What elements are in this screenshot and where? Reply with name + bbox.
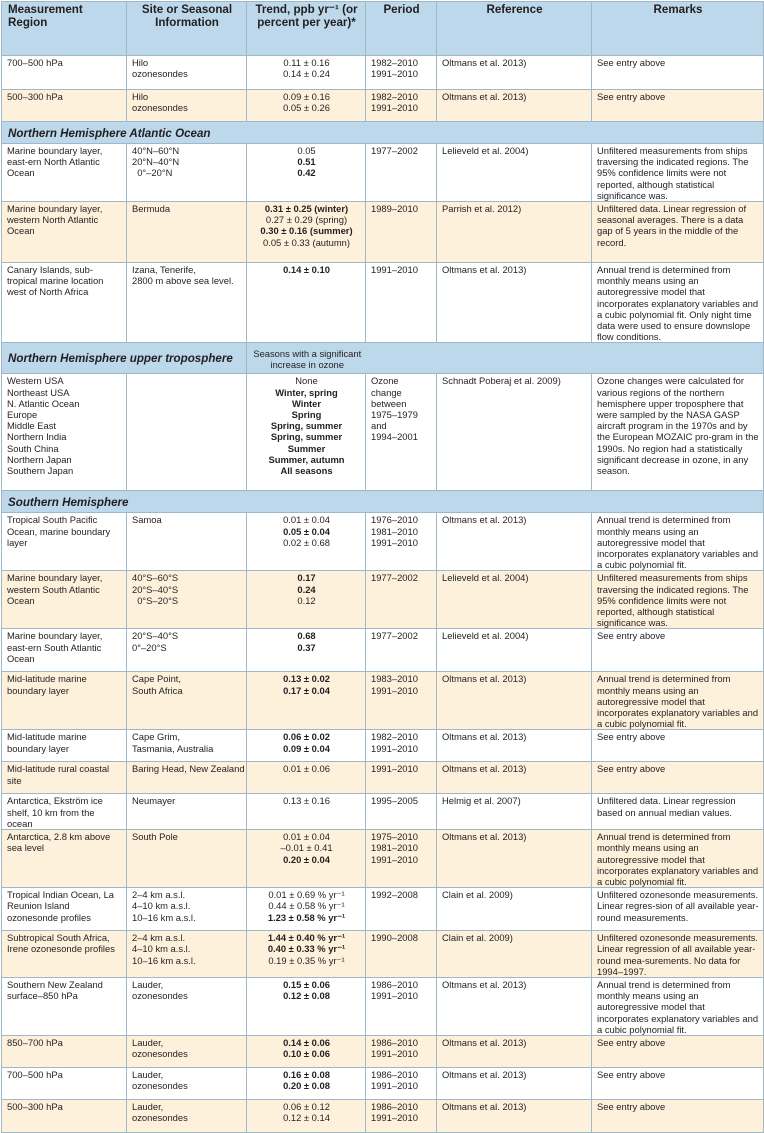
trend-value: Spring, summer (270, 420, 343, 432)
trend-value: 0.20 ± 0.08 (283, 1080, 330, 1092)
period-line: 1986–2010 (371, 1036, 418, 1048)
period-line: between (371, 397, 407, 409)
cell-trend (247, 931, 366, 978)
section-header-row (2, 491, 764, 513)
site-line: ozonesondes (132, 1112, 188, 1124)
trend-value: 0.01 ± 0.06 (283, 763, 330, 775)
cell-remarks: Unfiltered data. Linear regression of seasonal averages. There is a data gap of 5 years in the middle of the record. (592, 202, 764, 263)
site-line: 20°S–40°S (132, 630, 179, 642)
trend-value: 0.02 ± 0.68 (283, 536, 330, 548)
cell-period (366, 830, 437, 888)
cell-remarks: See entry above (592, 1067, 764, 1099)
site-line: 40°N–60°N (132, 145, 180, 156)
period-line: 1991–2010 (371, 102, 418, 114)
site-line: Lauder, (132, 978, 164, 990)
site-line: 4–10 km a.s.l. (132, 943, 191, 955)
cell-region: Tropical Indian Ocean, La Reunion Island ozonesonde profiles (2, 888, 127, 931)
period-line: 1981–2010 (371, 842, 418, 854)
cell-period (366, 571, 437, 629)
table-row (2, 931, 764, 978)
cell-remarks: See entry above (592, 1099, 764, 1132)
trend-value: 0.09 ± 0.04 (283, 742, 330, 754)
cell-remarks: See entry above (592, 762, 764, 794)
site-line: 0°–20°N (132, 167, 173, 179)
period-line: 1986–2010 (371, 1068, 418, 1080)
trend-value: 0.05 (297, 145, 316, 156)
site-line: Hilo (132, 57, 149, 68)
period-line: 1991–2010 (371, 742, 418, 754)
trend-value: None (295, 375, 318, 387)
trend-value: Winter, spring (275, 386, 338, 398)
table-row (2, 202, 764, 263)
trend-value: 0.09 ± 0.16 (283, 91, 330, 102)
cell-region: Marine boundary layer, western South Atlantic Ocean (2, 571, 127, 629)
cell-period (366, 144, 437, 202)
period-line: 1975–1979 (371, 409, 418, 421)
cell-region (2, 374, 127, 491)
site-line: 10–16 km a.s.l. (132, 911, 196, 923)
period-line: 1991–2010 (371, 68, 418, 80)
cell-reference: Oltmans et al. 2013) (437, 1099, 592, 1132)
cell-trend (247, 144, 366, 202)
site-line: 4–10 km a.s.l. (132, 900, 191, 912)
cell-region: Canary Islands, sub-tropical marine location west of North Africa (2, 263, 127, 343)
section-title: Northern Hemisphere upper troposphere (2, 343, 247, 374)
period-line: 1992–2008 (371, 889, 418, 901)
cell-period (366, 931, 437, 978)
cell-reference: Oltmans et al. 2013) (437, 1035, 592, 1067)
period-line: 1976–2010 (371, 514, 418, 526)
period-line: change (371, 386, 402, 398)
cell-reference: Oltmans et al. 2013) (437, 830, 592, 888)
period-line: 1991–2010 (371, 1048, 418, 1060)
period-line: 1977–2002 (371, 145, 418, 156)
cell-reference: Oltmans et al. 2013) (437, 1067, 592, 1099)
region-line: South China (7, 442, 59, 454)
trend-value: 0.05 ± 0.04 (283, 525, 330, 537)
cell-site (127, 830, 247, 888)
cell-trend (247, 629, 366, 672)
region-line: N. Atlantic Ocean (7, 397, 80, 409)
cell-region: 700–500 hPa (2, 56, 127, 90)
site-line: Izana, Tenerife, (132, 264, 196, 276)
period-line: and (371, 420, 387, 432)
cell-trend (247, 977, 366, 1035)
table-row (2, 374, 764, 491)
site-line: ozonesondes (132, 1080, 188, 1092)
cell-period (366, 513, 437, 571)
period-line: Ozone (371, 375, 399, 387)
region-line: Europe (7, 409, 38, 421)
cell-site (127, 1099, 247, 1132)
site-line: Cape Point, (132, 673, 181, 685)
trend-value: 0.01 ± 0.69 % yr⁻¹ (268, 889, 345, 901)
cell-site (127, 56, 247, 90)
cell-remarks: Annual trend is determined from monthly means using an autoregressive model that incorporates explanatory variables and a cubic polynomial fit. (592, 672, 764, 730)
cell-remarks: Annual trend is determined from monthly means using an autoregressive model that incorporates explanatory variables and a cubic polynomial fit. (592, 977, 764, 1035)
period-line: 1986–2010 (371, 978, 418, 990)
site-line: 20°S–40°S (132, 583, 179, 595)
trend-value: 0.31 ± 0.25 (winter) (264, 203, 349, 215)
site-line: ozonesondes (132, 1048, 188, 1060)
site-line: Baring Head, New Zealand (132, 763, 245, 775)
cell-period (366, 202, 437, 263)
cell-remarks: See entry above (592, 56, 764, 90)
period-line: 1975–2010 (371, 831, 418, 843)
trend-value: 0.24 (297, 583, 316, 595)
header-period: Period (366, 2, 437, 56)
cell-reference: Lelieveld et al. 2004) (437, 571, 592, 629)
trend-value: 1.23 ± 0.58 % yr⁻¹ (267, 911, 346, 923)
trend-value: 0.14 ± 0.10 (283, 264, 330, 276)
cell-site (127, 1067, 247, 1099)
cell-site (127, 374, 247, 491)
cell-site (127, 888, 247, 931)
site-line: 10–16 km a.s.l. (132, 954, 196, 966)
cell-reference: Oltmans et al. 2013) (437, 513, 592, 571)
cell-trend (247, 730, 366, 762)
site-line: Samoa (132, 514, 162, 526)
cell-reference: Oltmans et al. 2013) (437, 672, 592, 730)
site-line: 2–4 km a.s.l. (132, 932, 186, 944)
cell-trend (247, 794, 366, 830)
table-row (2, 1067, 764, 1099)
cell-region: Southern New Zealand surface–850 hPa (2, 977, 127, 1035)
cell-trend (247, 56, 366, 90)
cell-region: 500–300 hPa (2, 1099, 127, 1132)
cell-remarks: Unfiltered measurements from ships traversing the indicated regions. The 95% confidence limits were not reported, although statistical significance was. (592, 571, 764, 629)
section-subhead: Seasons with a significant increase in ozone (247, 343, 366, 374)
site-line: South Africa (132, 684, 183, 696)
header-reference: Reference (437, 2, 592, 56)
cell-site (127, 571, 247, 629)
cell-reference: Oltmans et al. 2013) (437, 56, 592, 90)
period-line: 1991–2010 (371, 1080, 418, 1092)
header-measurement-region: Measurement Region (2, 2, 127, 56)
table-row (2, 672, 764, 730)
cell-period (366, 730, 437, 762)
section-header-row (2, 343, 764, 374)
cell-reference: Oltmans et al. 2013) (437, 762, 592, 794)
cell-remarks: Unfiltered ozonesonde measurements. Linear regression of all available year-round mea-surements. No data for 1994–1997. (592, 931, 764, 978)
table-row (2, 90, 764, 122)
table-row (2, 144, 764, 202)
cell-period (366, 1067, 437, 1099)
period-line: 1983–2010 (371, 673, 418, 685)
period-line: 1991–2010 (371, 536, 418, 548)
cell-site (127, 672, 247, 730)
trend-value: 0.13 ± 0.16 (283, 795, 330, 807)
table-row (2, 977, 764, 1035)
trend-value: 1.44 ± 0.40 % yr⁻¹ (267, 932, 346, 944)
cell-region: Antarctica, 2.8 km above sea level (2, 830, 127, 888)
trend-value: 0.14 ± 0.06 (283, 1036, 330, 1048)
period-line: 1982–2010 (371, 91, 418, 102)
cell-region: Tropical South Pacific Ocean, marine boundary layer (2, 513, 127, 571)
section-filler (366, 343, 764, 374)
cell-remarks: Unfiltered ozonesonde measurements. Linear regres-sion of all available year-round measurements. (592, 888, 764, 931)
trend-value: 0.12 ± 0.08 (283, 990, 330, 1002)
cell-trend (247, 90, 366, 122)
table-row (2, 513, 764, 571)
site-line: Tasmania, Australia (132, 742, 214, 754)
trend-value: Winter (291, 397, 322, 409)
cell-remarks: See entry above (592, 730, 764, 762)
trend-value: 0.30 ± 0.16 (summer) (260, 225, 353, 237)
cell-remarks: See entry above (592, 90, 764, 122)
trend-value: 0.13 ± 0.02 (283, 673, 330, 685)
site-line: Lauder, (132, 1036, 164, 1048)
table-row (2, 1099, 764, 1132)
cell-period (366, 374, 437, 491)
trend-value: 0.01 ± 0.04 (283, 514, 330, 526)
trend-value: 0.15 ± 0.06 (283, 978, 330, 990)
cell-trend (247, 1035, 366, 1067)
cell-period (366, 56, 437, 90)
region-line: Northern India (7, 431, 67, 443)
section-header-row (2, 122, 764, 144)
cell-period (366, 672, 437, 730)
cell-trend (247, 374, 366, 491)
trend-value: 0.01 ± 0.04 (283, 831, 330, 843)
ozone-trend-table (1, 1, 764, 1133)
trend-value: 0.19 ± 0.35 % yr⁻¹ (268, 954, 345, 966)
cell-reference: Lelieveld et al. 2004) (437, 144, 592, 202)
cell-trend (247, 672, 366, 730)
cell-site (127, 513, 247, 571)
cell-trend (247, 888, 366, 931)
cell-period (366, 762, 437, 794)
cell-reference: Parrish et al. 2012) (437, 202, 592, 263)
period-line: 1990–2008 (371, 932, 418, 944)
header-remarks: Remarks (592, 2, 764, 56)
cell-trend (247, 762, 366, 794)
cell-reference: Oltmans et al. 2013) (437, 730, 592, 762)
cell-remarks: See entry above (592, 629, 764, 672)
cell-site (127, 977, 247, 1035)
trend-value: 0.68 (297, 630, 316, 642)
cell-site (127, 730, 247, 762)
cell-remarks: Unfiltered measurements from ships traversing the indicated regions. The 95% confidence limits were not reported, although statistical significance was. (592, 144, 764, 202)
cell-site (127, 202, 247, 263)
header-trend: Trend, ppb yr⁻¹ (or percent per year)* (247, 2, 366, 56)
period-line: 1995–2005 (371, 795, 418, 807)
cell-site (127, 931, 247, 978)
site-line: 0°–20°S (132, 641, 167, 653)
region-line: Northern Japan (7, 453, 72, 465)
cell-trend (247, 571, 366, 629)
trend-value: 0.12 ± 0.14 (283, 1112, 330, 1124)
site-line: 0°S–20°S (132, 594, 179, 606)
trend-value: 0.14 ± 0.24 (283, 68, 330, 80)
period-line: 1991–2010 (371, 853, 418, 865)
site-line: Bermuda (132, 203, 171, 215)
cell-remarks: See entry above (592, 1035, 764, 1067)
cell-period (366, 263, 437, 343)
trend-value: 0.12 (297, 594, 316, 606)
trend-value: Spring, summer (270, 431, 343, 443)
cell-region: Marine boundary layer, east-ern North Atlantic Ocean (2, 144, 127, 202)
cell-site (127, 90, 247, 122)
period-line: 1986–2010 (371, 1100, 418, 1112)
site-line: Lauder, (132, 1068, 164, 1080)
cell-remarks: Annual trend is determined from monthly means using an autoregressive model that incorporates explanatory variables and a cubic polynomial fit. (592, 513, 764, 571)
site-line: 2800 m above sea level. (132, 275, 234, 287)
region-line: Western USA (7, 375, 64, 387)
section-title: Northern Hemisphere Atlantic Ocean (2, 122, 764, 144)
cell-remarks: Annual trend is determined from monthly means using an autoregressive model that incorporates explanatory variables and a cubic polynomial fit. (592, 830, 764, 888)
trend-value: 0.27 ± 0.29 (spring) (265, 214, 348, 226)
table-row (2, 1035, 764, 1067)
site-line: South Pole (132, 831, 178, 843)
cell-region: 850–700 hPa (2, 1035, 127, 1067)
cell-reference: Oltmans et al. 2013) (437, 263, 592, 343)
period-line: 1981–2010 (371, 525, 418, 537)
site-line: 2–4 km a.s.l. (132, 889, 186, 901)
table-row (2, 629, 764, 672)
site-line: Cape Grim, (132, 731, 180, 743)
cell-trend (247, 202, 366, 263)
trend-value: Spring (291, 409, 322, 421)
cell-reference: Oltmans et al. 2013) (437, 90, 592, 122)
cell-trend (247, 1099, 366, 1132)
trend-value: All seasons (280, 465, 333, 477)
site-line: Hilo (132, 91, 149, 102)
period-line: 1991–2010 (371, 684, 418, 696)
trend-value: 0.42 (297, 167, 316, 179)
period-line: 1989–2010 (371, 203, 418, 215)
site-line: ozonesondes (132, 102, 188, 114)
cell-region: Marine boundary layer, western North Atlantic Ocean (2, 202, 127, 263)
site-line: 40°S–60°S (132, 572, 179, 584)
cell-site (127, 762, 247, 794)
cell-region: Marine boundary layer, east-ern South Atlantic Ocean (2, 629, 127, 672)
trend-value: Summer (287, 442, 326, 454)
cell-region: Mid-latitude marine boundary layer (2, 672, 127, 730)
table-row (2, 830, 764, 888)
table-header-row (2, 2, 764, 56)
table-body (2, 56, 764, 1133)
cell-region: 500–300 hPa (2, 90, 127, 122)
period-line: 1991–2010 (371, 990, 418, 1002)
cell-region: Antarctica, Ekström ice shelf, 10 km from the ocean (2, 794, 127, 830)
cell-period (366, 1035, 437, 1067)
section-title: Southern Hemisphere (2, 491, 764, 513)
site-line: Lauder, (132, 1100, 164, 1112)
region-line: Southern Japan (7, 465, 74, 477)
cell-reference: Schnadt Poberaj et al. 2009) (437, 374, 592, 491)
cell-reference: Clain et al. 2009) (437, 888, 592, 931)
trend-value: 0.05 ± 0.26 (283, 102, 330, 114)
site-line: Neumayer (132, 795, 176, 807)
cell-remarks: Unfiltered data. Linear regression based on annual median values. (592, 794, 764, 830)
trend-value: –0.01 ± 0.41 (280, 842, 333, 854)
period-line: 1991–2010 (371, 1112, 418, 1124)
cell-trend (247, 830, 366, 888)
cell-site (127, 794, 247, 830)
period-line: 1994–2001 (371, 431, 418, 443)
cell-period (366, 629, 437, 672)
cell-period (366, 794, 437, 830)
trend-value: 0.17 ± 0.04 (283, 684, 330, 696)
cell-trend (247, 263, 366, 343)
trend-value: 0.20 ± 0.04 (283, 853, 330, 865)
trend-value: 0.06 ± 0.12 (283, 1100, 330, 1112)
cell-region: Mid-latitude rural coastal site (2, 762, 127, 794)
cell-reference: Clain et al. 2009) (437, 931, 592, 978)
table-row (2, 888, 764, 931)
cell-period (366, 90, 437, 122)
cell-reference: Helmig et al. 2007) (437, 794, 592, 830)
cell-site (127, 144, 247, 202)
cell-period (366, 1099, 437, 1132)
cell-period (366, 977, 437, 1035)
cell-site (127, 263, 247, 343)
table-row (2, 730, 764, 762)
cell-site (127, 629, 247, 672)
cell-region: 700–500 hPa (2, 1067, 127, 1099)
cell-reference: Lelieveld et al. 2004) (437, 629, 592, 672)
table-row (2, 794, 764, 830)
header-site-info: Site or Seasonal Information (127, 2, 247, 56)
period-line: 1977–2002 (371, 630, 418, 642)
period-line: 1977–2002 (371, 572, 418, 584)
site-line: 20°N–40°N (132, 156, 180, 168)
cell-trend (247, 1067, 366, 1099)
trend-value: 0.06 ± 0.02 (283, 731, 330, 743)
trend-value: Summer, autumn (268, 453, 345, 465)
table-row (2, 263, 764, 343)
cell-remarks: Annual trend is determined from monthly means using an autoregressive model that incorporates explanatory variables and a cubic polynomial fit. Only night time data were used to ensure downslope flow conditions. (592, 263, 764, 343)
table-row (2, 571, 764, 629)
site-line: ozonesondes (132, 990, 188, 1002)
trend-value: 0.11 ± 0.16 (283, 57, 330, 68)
region-line: Middle East (7, 420, 56, 432)
cell-site (127, 1035, 247, 1067)
table-row (2, 56, 764, 90)
cell-remarks: Ozone changes were calculated for various regions of the northern hemisphere upper troposphere that were sampled by the NASA GASP aircraft program in the 1970s and by the European MOZAIC pro-gram in the 1990s. No region had a statistically significant decrease in ozone, in any season. (592, 374, 764, 491)
table-row (2, 762, 764, 794)
trend-value: 0.05 ± 0.33 (autumn) (263, 236, 350, 248)
cell-region: Mid-latitude marine boundary layer (2, 730, 127, 762)
period-line: 1991–2010 (371, 763, 418, 775)
period-line: 1982–2010 (371, 731, 418, 743)
trend-value: 0.16 ± 0.08 (283, 1068, 330, 1080)
trend-value: 0.51 (297, 156, 316, 168)
trend-value: 0.44 ± 0.58 % yr⁻¹ (268, 900, 345, 912)
trend-value: 0.10 ± 0.06 (283, 1048, 330, 1060)
region-line: Northeast USA (7, 386, 70, 398)
period-line: 1991–2010 (371, 264, 418, 276)
trend-value: 0.17 (297, 572, 316, 584)
trend-value: 0.37 (297, 641, 316, 653)
trend-value: 0.40 ± 0.33 % yr⁻¹ (267, 943, 346, 955)
cell-trend (247, 513, 366, 571)
site-line: ozonesondes (132, 68, 188, 80)
cell-region: Subtropical South Africa, Irene ozonesonde profiles (2, 931, 127, 978)
cell-reference: Oltmans et al. 2013) (437, 977, 592, 1035)
period-line: 1982–2010 (371, 57, 418, 68)
cell-period (366, 888, 437, 931)
